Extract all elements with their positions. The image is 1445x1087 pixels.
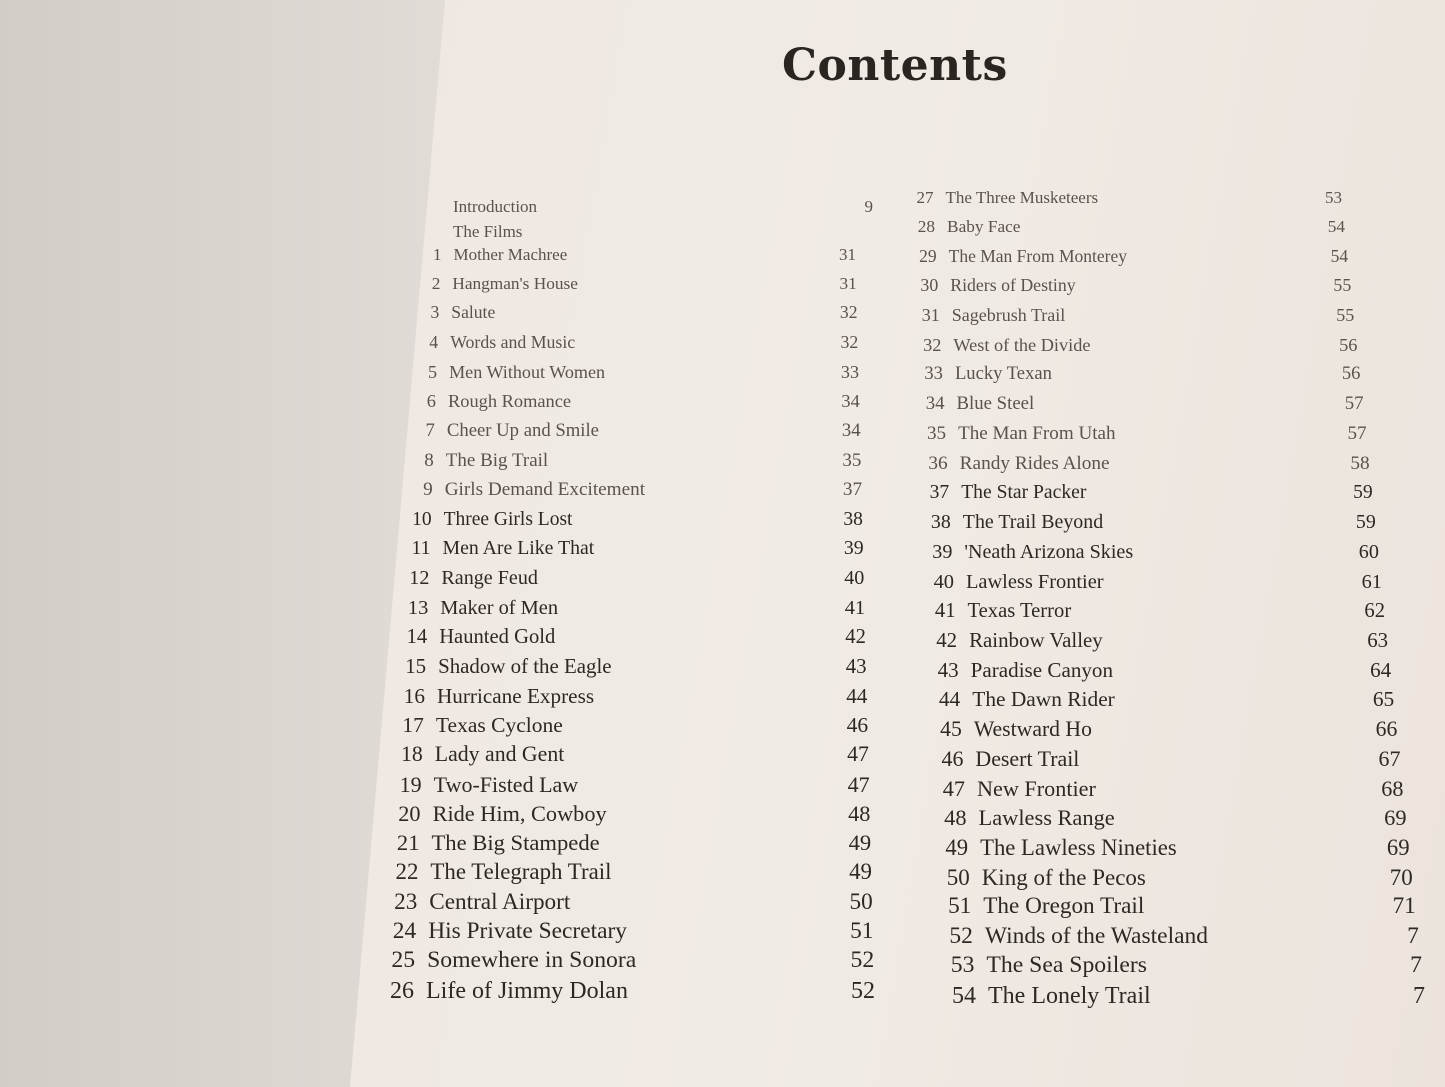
entry-page-number: 55 [1333, 275, 1352, 295]
entry-page-number: 52 [850, 947, 875, 974]
entry-title: Lawless Range [978, 805, 1115, 831]
entry-number: 42 [936, 628, 958, 653]
entry-number: 6 [426, 391, 436, 412]
entry-page-number: 56 [1339, 334, 1358, 355]
entry-page-number: 50 [849, 888, 873, 915]
entry-page-number: 52 [851, 977, 875, 1004]
entry-page-number: 34 [841, 391, 860, 412]
entry-number: 54 [952, 982, 976, 1009]
entry-page-number: 67 [1378, 746, 1401, 772]
page-title: Contents [782, 40, 1008, 91]
entry-number: 4 [429, 331, 439, 352]
entry-number: 5 [428, 361, 438, 382]
entry-page-number: 38 [843, 508, 863, 530]
entry-title: The Oregon Trail [983, 893, 1145, 920]
entry-page-number: 59 [1355, 510, 1376, 533]
entry-number: 47 [942, 775, 965, 801]
entry-title: Winds of the Wasteland [984, 922, 1209, 949]
entry-title: Hurricane Express [436, 683, 595, 708]
entry-page-number: 59 [1353, 482, 1373, 504]
entry-page-number: 57 [1344, 392, 1364, 414]
entry-number: 26 [390, 977, 414, 1004]
entry-page-number: 42 [845, 625, 866, 648]
entry-number: 31 [921, 305, 940, 326]
entry-number: 53 [950, 952, 975, 979]
entry-number: 3 [430, 302, 440, 323]
entry-number: 50 [946, 865, 970, 890]
entry-number: 32 [923, 334, 942, 355]
entry-number: 49 [945, 834, 969, 860]
entry-title: New Frontier [976, 775, 1096, 801]
entry-page-number: 49 [849, 859, 872, 885]
entry-title: The Trail Beyond [962, 510, 1104, 533]
entry-page-number: 33 [840, 361, 860, 382]
entry-number: 14 [406, 625, 428, 648]
entry-number: 13 [407, 596, 429, 619]
entry-title: King of the Pecos [981, 865, 1146, 890]
entry-page-number: 47 [847, 742, 869, 767]
entry-page-number: 40 [844, 567, 865, 590]
entry-page-number: 35 [842, 449, 862, 471]
entry-page-number: 54 [1330, 245, 1349, 266]
entry-title: Hangman's House [452, 273, 578, 293]
entry-title: The Star Packer [961, 482, 1087, 504]
entry-title: The Man From Monterey [948, 245, 1127, 266]
entry-number: 15 [405, 654, 427, 679]
entry-number: 23 [394, 888, 418, 915]
entry-title: Somewhere in Sonora [427, 947, 637, 974]
entry-title: Randy Rides Alone [959, 452, 1110, 474]
entry-title: The Dawn Rider [972, 687, 1115, 712]
entry-title: Life of Jimmy Dolan [426, 977, 628, 1004]
entry-title: 'Neath Arizona Skies [964, 541, 1134, 564]
entry-title: Words and Music [450, 331, 576, 352]
entry-number: 17 [402, 712, 424, 737]
entry-title: Desert Trail [975, 746, 1080, 772]
entry-page-number: 41 [844, 596, 866, 619]
entry-number: 40 [933, 570, 954, 593]
entry-number: 24 [392, 918, 417, 945]
entry-page-number: 7 [1413, 982, 1425, 1009]
entry-number: 46 [941, 746, 964, 772]
entry-title: The Man From Utah [958, 423, 1116, 445]
entry-title: Westward Ho [973, 716, 1092, 741]
entry-title: Salute [451, 302, 496, 323]
entry-page-number: 7 [1407, 922, 1419, 949]
entry-title: Lawless Frontier [965, 570, 1104, 593]
entry-page-number: 31 [839, 273, 857, 293]
entry-page-number: 56 [1341, 363, 1361, 385]
entry-title: Texas Terror [967, 599, 1072, 622]
entry-page-number: 62 [1364, 599, 1386, 622]
entry-title: The Big Trail [445, 449, 549, 471]
entry-title: Mother Machree [453, 244, 568, 264]
entry-title: The Telegraph Trail [430, 859, 612, 885]
entry-page-number: 65 [1372, 687, 1395, 712]
entry-title: Central Airport [429, 888, 571, 915]
entry-page-number: 58 [1350, 452, 1370, 474]
entry-title: Paradise Canyon [970, 657, 1114, 682]
entry-number: 29 [919, 245, 937, 266]
entry-page-number: 49 [848, 830, 872, 856]
entry-title: Three Girls Lost [443, 508, 573, 530]
entry-page-number: 54 [1327, 217, 1346, 237]
entry-title: Men Without Women [449, 361, 606, 382]
entry-title: The Sea Spoilers [986, 952, 1147, 979]
entry-title: Sagebrush Trail [951, 305, 1066, 326]
entry-title: Cheer Up and Smile [446, 419, 599, 441]
entry-title: Baby Face [947, 217, 1021, 237]
entry-page-number: 7 [1410, 952, 1422, 979]
entry-page-number: 61 [1361, 570, 1382, 593]
entry-title: His Private Secretary [428, 918, 627, 945]
entry-title: The Lawless Nineties [980, 834, 1177, 860]
entry-page-number: 48 [848, 800, 871, 826]
entry-number: 44 [938, 687, 961, 712]
entry-number: 21 [396, 830, 420, 856]
entry-title: Rough Romance [447, 391, 572, 412]
entry-title: Range Feud [441, 567, 538, 590]
entry-number: 22 [395, 859, 419, 885]
entry-number: 52 [949, 922, 973, 949]
entry-number: 43 [937, 657, 959, 682]
entry-title: The Films [453, 222, 523, 241]
entry-number: 33 [924, 363, 943, 385]
entry-title: West of the Divide [953, 334, 1091, 355]
entry-number: 35 [926, 423, 947, 445]
entry-title: Rainbow Valley [969, 628, 1103, 653]
entry-number: 36 [928, 452, 948, 474]
entry-page-number: 44 [846, 683, 868, 708]
entry-page-number: 64 [1370, 657, 1392, 682]
entry-title: Ride Him, Cowboy [432, 800, 607, 826]
entry-number: 25 [391, 947, 416, 974]
entry-page-number: 51 [850, 918, 874, 945]
entry-page-number: 34 [841, 419, 861, 441]
entry-number: 28 [917, 217, 936, 237]
entry-page-number: 43 [845, 654, 867, 679]
entry-number: 51 [948, 893, 972, 920]
entry-page-number: 9 [864, 197, 873, 216]
entry-page-number: 66 [1375, 716, 1398, 741]
entry-page-number: 60 [1358, 541, 1379, 564]
entry-number: 2 [431, 273, 441, 293]
entry-page-number: 71 [1392, 893, 1416, 920]
entry-page-number: 39 [843, 536, 864, 559]
entry-title: Lady and Gent [434, 742, 565, 767]
entry-number: 30 [920, 275, 939, 295]
entry-title: Maker of Men [440, 596, 559, 619]
entry-page-number: 70 [1389, 865, 1413, 890]
entry-page-number: 32 [839, 302, 858, 323]
entry-title: Introduction [453, 197, 538, 216]
entry-number: 18 [400, 742, 423, 767]
entry-title: Men Are Like That [442, 536, 595, 559]
entry-page-number: 32 [840, 331, 859, 352]
entry-number: 38 [930, 510, 951, 533]
entry-title: Haunted Gold [439, 625, 556, 648]
entry-title: The Lonely Trail [988, 982, 1151, 1009]
entry-number: 41 [934, 599, 956, 622]
entry-page-number: 68 [1381, 775, 1404, 801]
entry-number: 7 [425, 419, 435, 441]
entry-page-number: 69 [1386, 834, 1410, 860]
entry-page-number: 53 [1325, 187, 1342, 207]
entry-number: 45 [940, 716, 962, 741]
entry-number: 10 [412, 508, 432, 530]
entry-number: 39 [932, 541, 953, 564]
entry-number: 19 [399, 771, 422, 797]
entry-page-number: 55 [1336, 305, 1355, 326]
entry-title: The Big Stampede [431, 830, 600, 856]
entry-number: 20 [398, 800, 421, 826]
entry-number: 16 [403, 683, 425, 708]
entry-page-number: 57 [1347, 423, 1367, 445]
entry-title: Two-Fisted Law [433, 771, 579, 797]
entry-title: Girls Demand Excitement [444, 479, 646, 501]
entry-page-number: 69 [1384, 805, 1407, 831]
entry-page-number: 63 [1367, 628, 1389, 653]
entry-number: 11 [411, 536, 431, 559]
entry-title: Riders of Destiny [950, 275, 1076, 295]
entry-number: 9 [423, 479, 433, 501]
entry-page-number: 46 [846, 712, 869, 737]
entry-number: 34 [925, 392, 945, 414]
entry-number: 8 [424, 449, 434, 471]
entry-number: 37 [929, 482, 950, 504]
entry-number: 1 [433, 244, 442, 264]
entry-number: 12 [409, 567, 430, 590]
entry-title: Lucky Texan [954, 363, 1052, 385]
entry-number: 27 [916, 187, 934, 207]
entry-title: Shadow of the Eagle [438, 654, 612, 679]
entry-title: Blue Steel [956, 392, 1035, 414]
entry-title: Texas Cyclone [435, 712, 563, 737]
entry-title: The Three Musketeers [945, 187, 1099, 207]
entry-number: 48 [944, 805, 967, 831]
entry-page-number: 31 [839, 244, 856, 264]
entry-page-number: 37 [842, 479, 863, 501]
entry-page-number: 47 [847, 771, 870, 797]
